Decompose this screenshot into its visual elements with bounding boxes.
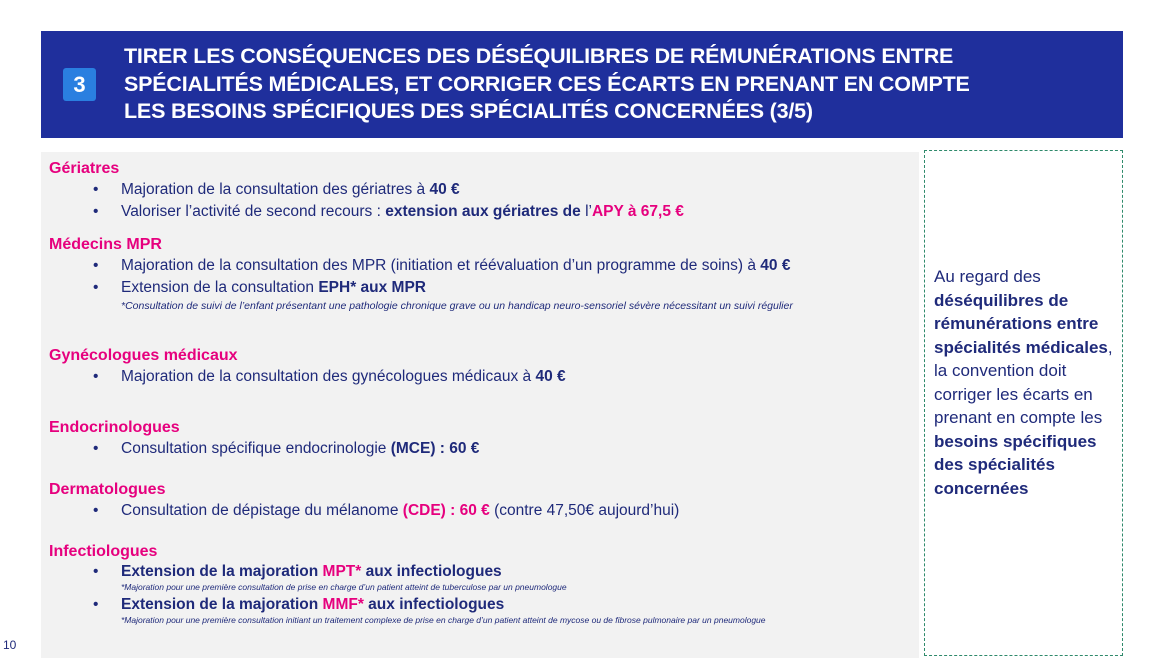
- section-infectiologues: [49, 542, 881, 626]
- page-title: [124, 43, 1114, 126]
- footnote: *Majoration pour une première consultation de prise en charge d’un patient atteint de tuberculose par un pneumologue: [121, 582, 567, 592]
- section-endocrinologues: [49, 418, 479, 460]
- section-number-badge: 3: [63, 68, 96, 101]
- summary-box: [924, 150, 1123, 656]
- list-item: • Consultation de dépistage du mélanome (CDE) : 60 € (contre 47,50€ aujourd’hui): [93, 500, 679, 522]
- section-title: Gynécologues médicaux: [49, 347, 238, 364]
- section-mpr: [49, 235, 801, 314]
- title-banner: [41, 31, 1123, 138]
- list-item: • Valoriser l’activité de second recours : extension aux gériatres de l’APY à 67,5 €: [93, 201, 684, 223]
- footnote: *Majoration pour une première consultation initiant un traitement complexe de prise en charge d’un patient atteint de mycose ou de fibrose pulmonaire par un pneumologue: [121, 615, 766, 625]
- list-item: • Extension de la majoration MMF* aux infectiologues *Majoration pour une première consultation initiant un traitement complexe de prise en charge d’un patient atteint de mycose ou de fibrose pulmonaire par un pneumologue: [93, 595, 881, 626]
- title-line-1: TIRER LES CONSÉQUENCES DES DÉSÉQUILIBRES DE RÉMUNÉRATIONS ENTRE: [124, 44, 954, 68]
- list-item: • Extension de la consultation EPH* aux MPR *Consultation de suivi de l’enfant présentant une pathologie chronique grave ou un handicap neuro-sensoriel sévère nécessitant un suivi régulier: [93, 277, 801, 314]
- section-gynecologues: [49, 346, 566, 388]
- summary-text: Au regard des déséquilibres de rémunérations entre spécialités médicales, la convention doit corriger les écarts en prenant en compte les besoins spécifiques des spécialités concernées: [934, 267, 1113, 498]
- list-item: • Majoration de la consultation des gynécologues médicaux à 40 €: [93, 366, 566, 388]
- section-dermatologues: [49, 480, 679, 522]
- title-line-3: LES BESOINS SPÉCIFIQUES DES SPÉCIALITÉS CONCERNÉES (3/5): [124, 99, 813, 123]
- section-title: Infectiologues: [49, 543, 158, 560]
- section-title: Médecins MPR: [49, 236, 162, 253]
- page-number: 10: [3, 638, 17, 652]
- list-item: • Consultation spécifique endocrinologie (MCE) : 60 €: [93, 438, 479, 460]
- list-item: • Extension de la majoration MPT* aux infectiologues *Majoration pour une première consultation de prise en charge d’un patient atteint de tuberculose par un pneumologue: [93, 562, 881, 593]
- section-title: Dermatologues: [49, 481, 166, 498]
- list-item: • Majoration de la consultation des MPR (initiation et réévaluation d’un programme de soins) à 40 €: [93, 255, 801, 277]
- list-item: • Majoration de la consultation des gériatres à 40 €: [93, 179, 684, 201]
- footnote: *Consultation de suivi de l’enfant présentant une pathologie chronique grave ou un handicap neuro-sensoriel sévère nécessitant un suivi régulier: [121, 300, 793, 312]
- section-title: Gériatres: [49, 160, 120, 177]
- section-title: Endocrinologues: [49, 419, 180, 436]
- title-line-2: SPÉCIALITÉS MÉDICALES, ET CORRIGER CES ÉCARTS EN PRENANT EN COMPTE: [124, 71, 970, 96]
- section-geriatres: [49, 159, 684, 223]
